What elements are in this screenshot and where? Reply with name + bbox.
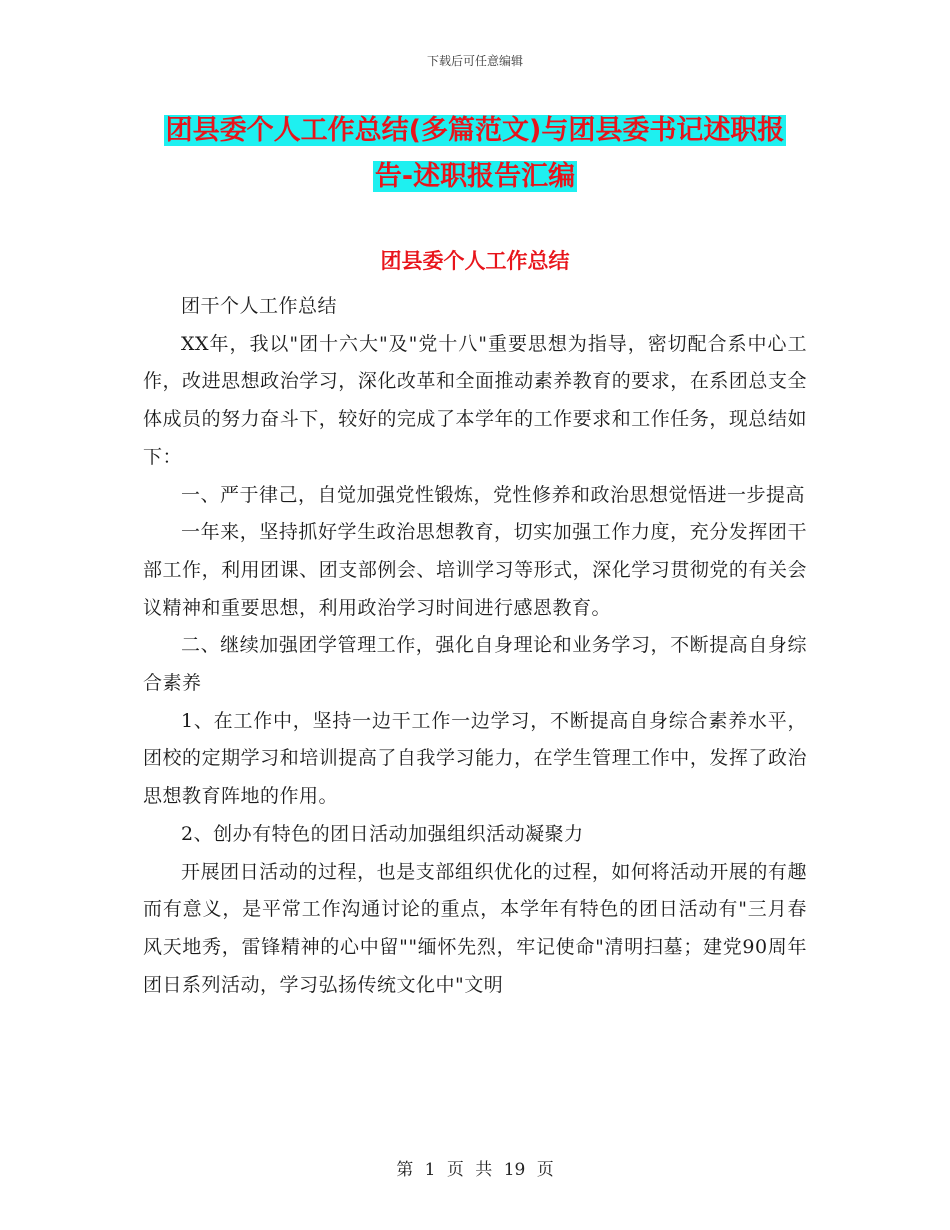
paragraph: 一年来，坚持抓好学生政治思想教育，切实加强工作力度，充分发挥团干部工作，利用团课、团支部例会、培训学习等形式，深化学习贯彻党的有关会议精神和重要思想，利用政治学习时间进行感恩教育。 (143, 521, 807, 619)
document-body (143, 288, 807, 1004)
paragraph: 1、在工作中，坚持一边干工作一边学习，不断提高自身综合素养水平，团校的定期学习和培训提高了自我学习能力，在学生管理工作中，发挥了政治思想教育阵地的作用。 (143, 709, 807, 808)
paragraph: 团干个人工作总结 (181, 295, 338, 317)
paragraph: XX年，我以"团十六大"及"党十八"重要思想为指导，密切配合系中心工作，改进思想政治学习，深化改革和全面推动素养教育的要求，在系团总支全体成员的努力奋斗下，较好的完成了本学年的工作要求和工作任务，现总结如下： (143, 332, 807, 468)
document-title-line-1: 团县委个人工作总结(多篇范文)与团县委书记述职报 (165, 115, 785, 146)
page-header-note: 下载后可任意编辑 (426, 54, 523, 68)
page-number-footer: 第 1 页 共 19 页 (396, 1160, 554, 1180)
paragraph: 开展团日活动的过程，也是支部组织优化的过程，如何将活动开展的有趣而有意义，是平常工作沟通讨论的重点，本学年有特色的团日活动有"三月春风天地秀，雷锋精神的心中留""缅怀先烈，牢记使命"清明扫墓；建党90周年团日系列活动，学习弘扬传统文化中"文明 (143, 860, 807, 996)
section-heading: 团县委个人工作总结 (380, 249, 570, 273)
document-title-line-2: 告-述职报告汇编 (374, 161, 576, 192)
paragraph: 一、严于律己，自觉加强党性锻炼，党性修养和政治思想觉悟进一步提高 (181, 483, 806, 506)
paragraph: 2、创办有特色的团日活动加强组织活动凝聚力 (181, 822, 584, 845)
paragraph: 二、继续加强团学管理工作，强化自身理论和业务学习，不断提高自身综合素养 (143, 634, 807, 695)
document-title (140, 108, 810, 200)
